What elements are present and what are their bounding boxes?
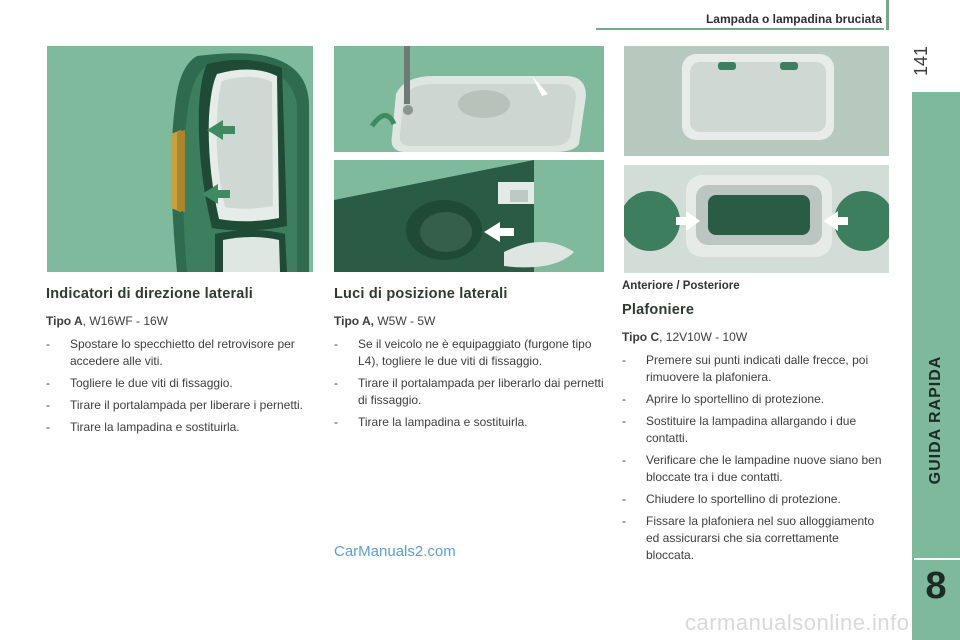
step-text: Togliere le due viti di fissaggio. bbox=[70, 376, 233, 390]
header-divider bbox=[596, 28, 884, 30]
ceiling-lamp-press-illustration bbox=[624, 165, 889, 273]
steps-list bbox=[46, 336, 312, 436]
step-dash: - bbox=[334, 415, 338, 429]
step-text: Verificare che le lampadine nuove siano ben bloccate tra i due contatti. bbox=[646, 453, 882, 484]
step-text: Tirare il portalampada per liberare i pernetti. bbox=[70, 398, 303, 412]
bulb-type-value: , 12V10W - 10W bbox=[659, 330, 748, 344]
list-item bbox=[622, 513, 888, 564]
list-item bbox=[622, 452, 888, 486]
side-light-screwdriver-illustration bbox=[334, 46, 604, 152]
step-dash: - bbox=[622, 353, 626, 367]
step-text: Fissare la plafoniera nel suo alloggiamento ed assicurarsi che sia correttamente bloccata. bbox=[646, 514, 875, 562]
list-item bbox=[334, 336, 604, 370]
side-light-bulbholder-illustration bbox=[334, 160, 604, 272]
side-mirror-indicator-icon bbox=[47, 46, 313, 272]
step-dash: - bbox=[622, 392, 626, 406]
list-item bbox=[334, 375, 604, 409]
list-item bbox=[46, 375, 312, 392]
section-side-indicators bbox=[46, 286, 312, 441]
bulb-type bbox=[46, 314, 312, 328]
step-dash: - bbox=[334, 376, 338, 390]
ceiling-caption: Anteriore / Posteriore bbox=[622, 280, 740, 292]
chapter-number: 8 bbox=[925, 565, 947, 607]
watermark-link[interactable]: CarManuals2.com bbox=[334, 543, 456, 560]
section-title: Luci di posizione laterali bbox=[334, 286, 508, 302]
ceiling-lamp-top-illustration bbox=[624, 46, 889, 156]
steps-list bbox=[622, 352, 888, 564]
side-mirror-illustration bbox=[47, 46, 313, 272]
step-text: Tirare la lampadina e sostituirla. bbox=[70, 420, 240, 434]
step-text: Sostituire la lampadina allargando i due contatti. bbox=[646, 414, 857, 445]
list-item bbox=[46, 419, 312, 436]
step-dash: - bbox=[46, 337, 50, 351]
step-dash: - bbox=[46, 420, 50, 434]
side-light-screwdriver-icon bbox=[334, 46, 604, 152]
step-dash: - bbox=[622, 492, 626, 506]
chapter-tab-label: GUIDA RAPIDA bbox=[927, 355, 944, 485]
list-item bbox=[622, 491, 888, 508]
step-text: Chiudere lo sportellino di protezione. bbox=[646, 492, 841, 506]
step-dash: - bbox=[622, 514, 626, 528]
section-title: Plafoniere bbox=[622, 302, 695, 318]
section-side-position-lights bbox=[334, 286, 604, 436]
list-item bbox=[46, 336, 312, 370]
bulb-type-label: Tipo A, bbox=[334, 314, 374, 328]
header-vertical-rule bbox=[886, 0, 889, 30]
step-text: Spostare lo specchietto del retrovisore per accedere alle viti. bbox=[70, 337, 295, 368]
bulb-type bbox=[622, 330, 888, 344]
step-dash: - bbox=[622, 414, 626, 428]
watermark-text: carmanualsonline.info bbox=[685, 610, 910, 635]
step-text: Premere sui punti indicati dalle frecce, poi rimuovere la plafoniera. bbox=[646, 353, 869, 384]
bulb-type-label: Tipo A bbox=[46, 314, 83, 328]
step-text: Se il veicolo ne è equipaggiato (furgone tipo L4), togliere le due viti di fissaggio. bbox=[358, 337, 592, 368]
chapter-tab-divider bbox=[914, 558, 960, 560]
section-ceiling-lamps bbox=[622, 302, 888, 569]
ceiling-lamp-top-icon bbox=[624, 46, 889, 156]
step-dash: - bbox=[46, 398, 50, 412]
ceiling-lamp-press-icon bbox=[624, 165, 889, 273]
steps-list bbox=[334, 336, 604, 431]
list-item bbox=[622, 413, 888, 447]
list-item bbox=[622, 391, 888, 408]
bulb-type-value: W5W - 5W bbox=[374, 314, 436, 328]
step-text: Tirare il portalampada per liberarlo dai pernetti di fissaggio. bbox=[358, 376, 604, 407]
step-dash: - bbox=[622, 453, 626, 467]
list-item bbox=[46, 397, 312, 414]
bulb-type-label: Tipo C bbox=[622, 330, 660, 344]
section-title: Indicatori di direzione laterali bbox=[46, 286, 254, 302]
step-dash: - bbox=[46, 376, 50, 390]
side-light-bulbholder-icon bbox=[334, 160, 604, 272]
running-header-title: Lampada o lampadina bruciata bbox=[705, 12, 882, 26]
bulb-type bbox=[334, 314, 604, 328]
bulb-type-value: , W16WF - 16W bbox=[82, 314, 169, 328]
step-text: Tirare la lampadina e sostituirla. bbox=[358, 415, 528, 429]
list-item bbox=[622, 352, 888, 386]
list-item bbox=[334, 414, 604, 431]
page-number: 141 bbox=[911, 45, 931, 77]
step-text: Aprire lo sportellino di protezione. bbox=[646, 392, 825, 406]
step-dash: - bbox=[334, 337, 338, 351]
